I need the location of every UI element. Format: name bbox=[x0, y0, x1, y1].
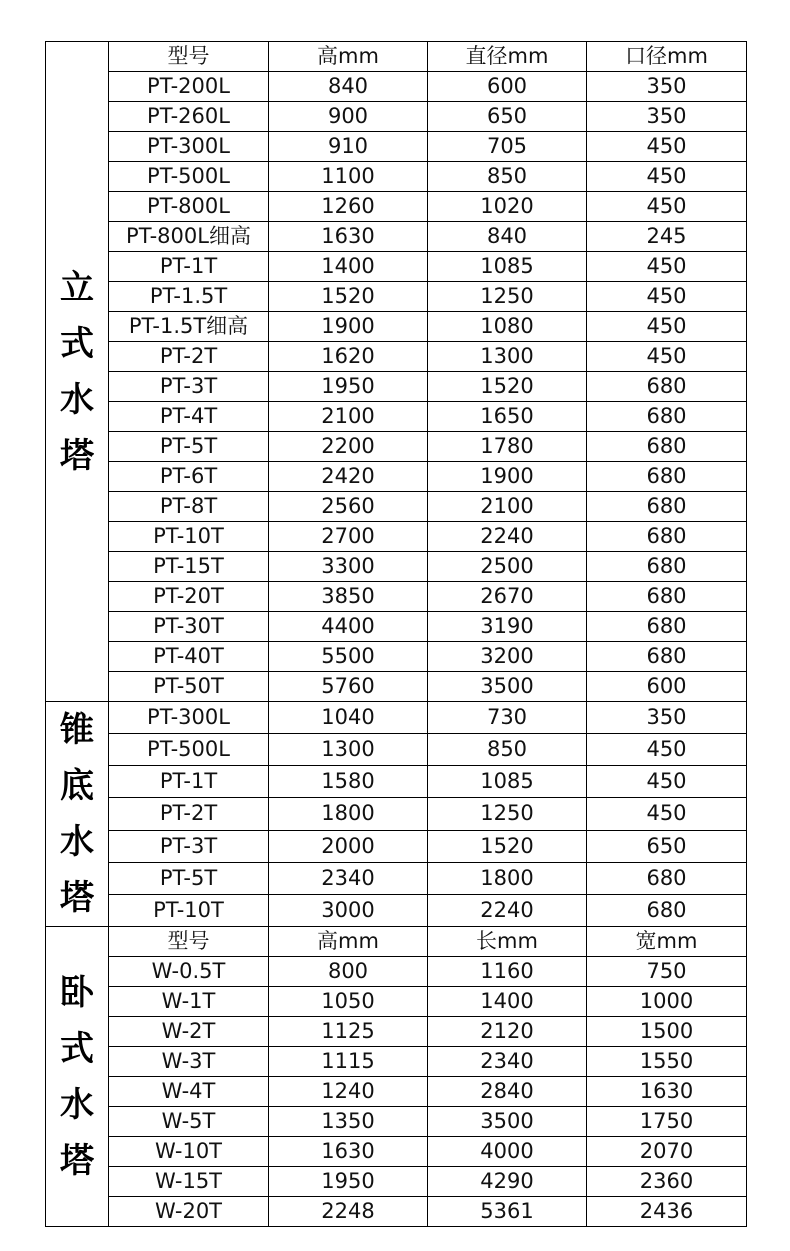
column-header: 型号 bbox=[109, 927, 269, 957]
table-cell: 680 bbox=[587, 402, 747, 432]
table-cell: 350 bbox=[587, 72, 747, 102]
table-cell: W-2T bbox=[109, 1017, 269, 1047]
group-label-char: 水 bbox=[60, 1084, 94, 1125]
table-cell: 1400 bbox=[269, 252, 428, 282]
table-row bbox=[46, 734, 747, 766]
table-cell: PT-300L bbox=[109, 132, 269, 162]
table-cell: W-3T bbox=[109, 1047, 269, 1077]
table-cell: 1650 bbox=[428, 402, 587, 432]
table-cell: 4400 bbox=[269, 612, 428, 642]
table-cell: 680 bbox=[587, 372, 747, 402]
table-row bbox=[46, 402, 747, 432]
table-cell: 1630 bbox=[587, 1077, 747, 1107]
table-cell: 1900 bbox=[428, 462, 587, 492]
table-row bbox=[46, 1077, 747, 1107]
table-cell: PT-1T bbox=[109, 252, 269, 282]
table-cell: 4290 bbox=[428, 1167, 587, 1197]
table-row bbox=[46, 1017, 747, 1047]
table-cell: 3190 bbox=[428, 612, 587, 642]
table-cell: 1780 bbox=[428, 432, 587, 462]
table-cell: PT-200L bbox=[109, 72, 269, 102]
table-row bbox=[46, 1137, 747, 1167]
table-cell: 680 bbox=[587, 462, 747, 492]
table-cell: 450 bbox=[587, 798, 747, 830]
table-cell: 450 bbox=[587, 132, 747, 162]
group-label-char: 水 bbox=[60, 822, 94, 862]
table-cell: PT-800L细高 bbox=[109, 222, 269, 252]
table-cell: PT-800L bbox=[109, 192, 269, 222]
vertical-tower-group bbox=[46, 42, 109, 702]
table-cell: 1260 bbox=[269, 192, 428, 222]
table-cell: 1050 bbox=[269, 987, 428, 1017]
table-cell: W-5T bbox=[109, 1107, 269, 1137]
table-cell: 1580 bbox=[269, 766, 428, 798]
table-cell: 680 bbox=[587, 862, 747, 894]
group-label-char: 塔 bbox=[60, 878, 94, 918]
table-cell: 1250 bbox=[428, 282, 587, 312]
table-cell: W-15T bbox=[109, 1167, 269, 1197]
table-row bbox=[46, 162, 747, 192]
column-header: 口径mm bbox=[587, 42, 747, 72]
table-cell: 2200 bbox=[269, 432, 428, 462]
table-cell: 680 bbox=[587, 612, 747, 642]
table-cell: 3200 bbox=[428, 642, 587, 672]
table-cell: 1125 bbox=[269, 1017, 428, 1047]
table-cell: W-0.5T bbox=[109, 957, 269, 987]
table-cell: 1240 bbox=[269, 1077, 428, 1107]
table-cell: 1100 bbox=[269, 162, 428, 192]
table-cell: 2840 bbox=[428, 1077, 587, 1107]
table-row bbox=[46, 132, 747, 162]
table-row bbox=[46, 1197, 747, 1227]
table-row bbox=[46, 552, 747, 582]
group-label-char: 塔 bbox=[60, 435, 94, 476]
table-row bbox=[46, 894, 747, 926]
table-cell: 910 bbox=[269, 132, 428, 162]
table-cell: 450 bbox=[587, 162, 747, 192]
table-cell: 900 bbox=[269, 102, 428, 132]
table-cell: 450 bbox=[587, 192, 747, 222]
table-cell: PT-500L bbox=[109, 162, 269, 192]
table-cell: 1000 bbox=[587, 987, 747, 1017]
table-cell: 730 bbox=[428, 702, 587, 734]
table-cell: 800 bbox=[269, 957, 428, 987]
table-cell: 450 bbox=[587, 312, 747, 342]
table-header-row bbox=[46, 927, 747, 957]
table-cell: PT-3T bbox=[109, 372, 269, 402]
group-label-char: 立 bbox=[60, 267, 94, 308]
water-tower-spec-table bbox=[45, 41, 747, 1227]
group-label-char: 式 bbox=[60, 1028, 94, 1069]
table-row bbox=[46, 252, 747, 282]
table-row bbox=[46, 342, 747, 372]
table-cell: PT-1.5T细高 bbox=[109, 312, 269, 342]
table-cell: 450 bbox=[587, 342, 747, 372]
table-row bbox=[46, 192, 747, 222]
table-row bbox=[46, 312, 747, 342]
table-row bbox=[46, 282, 747, 312]
table-cell: 600 bbox=[587, 672, 747, 702]
table-cell: 680 bbox=[587, 552, 747, 582]
table-cell: PT-10T bbox=[109, 894, 269, 926]
table-row bbox=[46, 102, 747, 132]
table-row bbox=[46, 372, 747, 402]
table-cell: 1520 bbox=[428, 830, 587, 862]
table-cell: 680 bbox=[587, 492, 747, 522]
table-cell: 3300 bbox=[269, 552, 428, 582]
table-cell: 1160 bbox=[428, 957, 587, 987]
column-header: 长mm bbox=[428, 927, 587, 957]
table-cell: 2436 bbox=[587, 1197, 747, 1227]
table-cell: 450 bbox=[587, 282, 747, 312]
table-cell: 2670 bbox=[428, 582, 587, 612]
table-cell: W-20T bbox=[109, 1197, 269, 1227]
table-cell: 1900 bbox=[269, 312, 428, 342]
table-cell: PT-300L bbox=[109, 702, 269, 734]
table-row bbox=[46, 612, 747, 642]
table-row bbox=[46, 957, 747, 987]
table-row bbox=[46, 766, 747, 798]
table-cell: 1400 bbox=[428, 987, 587, 1017]
table-cell: 680 bbox=[587, 582, 747, 612]
table-row bbox=[46, 830, 747, 862]
column-header: 宽mm bbox=[587, 927, 747, 957]
table-cell: 2560 bbox=[269, 492, 428, 522]
group-label-char: 水 bbox=[60, 379, 94, 420]
table-cell: PT-1T bbox=[109, 766, 269, 798]
table-cell: 1350 bbox=[269, 1107, 428, 1137]
table-row bbox=[46, 702, 747, 734]
table-cell: 3500 bbox=[428, 672, 587, 702]
table-cell: 680 bbox=[587, 432, 747, 462]
table-cell: W-1T bbox=[109, 987, 269, 1017]
table-cell: PT-15T bbox=[109, 552, 269, 582]
table-row bbox=[46, 987, 747, 1017]
table-cell: PT-5T bbox=[109, 862, 269, 894]
table-header-row bbox=[46, 42, 747, 72]
column-header: 型号 bbox=[109, 42, 269, 72]
table-cell: PT-8T bbox=[109, 492, 269, 522]
table-cell: 2240 bbox=[428, 522, 587, 552]
table-cell: 2000 bbox=[269, 830, 428, 862]
table-cell: 1115 bbox=[269, 1047, 428, 1077]
table-cell: 2500 bbox=[428, 552, 587, 582]
table-cell: 1250 bbox=[428, 798, 587, 830]
group-label-char: 卧 bbox=[60, 972, 94, 1013]
spec-table-body bbox=[46, 42, 747, 1227]
table-cell: 2360 bbox=[587, 1167, 747, 1197]
table-cell: PT-5T bbox=[109, 432, 269, 462]
table-cell: 1300 bbox=[428, 342, 587, 372]
table-cell: 1500 bbox=[587, 1017, 747, 1047]
table-cell: 3850 bbox=[269, 582, 428, 612]
table-cell: 850 bbox=[428, 162, 587, 192]
table-row bbox=[46, 492, 747, 522]
table-cell: 1950 bbox=[269, 372, 428, 402]
table-cell: 2120 bbox=[428, 1017, 587, 1047]
group-label-char: 底 bbox=[60, 766, 94, 806]
table-row bbox=[46, 72, 747, 102]
table-cell: 840 bbox=[428, 222, 587, 252]
table-cell: 680 bbox=[587, 894, 747, 926]
table-cell: 850 bbox=[428, 734, 587, 766]
table-cell: 2100 bbox=[269, 402, 428, 432]
horizontal-tower-group bbox=[46, 927, 109, 1227]
table-cell: 3500 bbox=[428, 1107, 587, 1137]
table-cell: PT-1.5T bbox=[109, 282, 269, 312]
table-row bbox=[46, 1107, 747, 1137]
table-cell: 5760 bbox=[269, 672, 428, 702]
table-cell: 2340 bbox=[269, 862, 428, 894]
table-cell: 2700 bbox=[269, 522, 428, 552]
table-cell: 680 bbox=[587, 642, 747, 672]
table-cell: PT-260L bbox=[109, 102, 269, 132]
table-cell: PT-6T bbox=[109, 462, 269, 492]
table-cell: 650 bbox=[428, 102, 587, 132]
table-cell: 1630 bbox=[269, 1137, 428, 1167]
table-cell: 1800 bbox=[269, 798, 428, 830]
table-cell: 1630 bbox=[269, 222, 428, 252]
table-cell: 2248 bbox=[269, 1197, 428, 1227]
table-cell: 1040 bbox=[269, 702, 428, 734]
table-cell: PT-40T bbox=[109, 642, 269, 672]
table-cell: 350 bbox=[587, 102, 747, 132]
table-cell: 450 bbox=[587, 734, 747, 766]
table-cell: PT-3T bbox=[109, 830, 269, 862]
table-cell: 1085 bbox=[428, 766, 587, 798]
table-cell: PT-20T bbox=[109, 582, 269, 612]
table-row bbox=[46, 522, 747, 552]
table-cell: PT-50T bbox=[109, 672, 269, 702]
table-row bbox=[46, 642, 747, 672]
table-cell: 2070 bbox=[587, 1137, 747, 1167]
table-cell: 1620 bbox=[269, 342, 428, 372]
group-label-char: 式 bbox=[60, 323, 94, 364]
group-label-char: 锥 bbox=[60, 710, 94, 750]
table-cell: 3000 bbox=[269, 894, 428, 926]
column-header: 高mm bbox=[269, 42, 428, 72]
table-row bbox=[46, 862, 747, 894]
cone-bottom-tower-group bbox=[46, 702, 109, 927]
table-cell: 680 bbox=[587, 522, 747, 552]
table-cell: 650 bbox=[587, 830, 747, 862]
table-cell: 2100 bbox=[428, 492, 587, 522]
table-cell: PT-10T bbox=[109, 522, 269, 552]
table-cell: 1520 bbox=[428, 372, 587, 402]
table-cell: 2340 bbox=[428, 1047, 587, 1077]
table-cell: 2420 bbox=[269, 462, 428, 492]
table-cell: 1300 bbox=[269, 734, 428, 766]
table-cell: 1800 bbox=[428, 862, 587, 894]
table-cell: PT-2T bbox=[109, 342, 269, 372]
table-cell: 1750 bbox=[587, 1107, 747, 1137]
table-cell: 450 bbox=[587, 252, 747, 282]
table-cell: 245 bbox=[587, 222, 747, 252]
table-cell: 2240 bbox=[428, 894, 587, 926]
table-cell: W-10T bbox=[109, 1137, 269, 1167]
table-cell: 5500 bbox=[269, 642, 428, 672]
table-row bbox=[46, 672, 747, 702]
table-cell: PT-4T bbox=[109, 402, 269, 432]
table-cell: 350 bbox=[587, 702, 747, 734]
table-cell: 5361 bbox=[428, 1197, 587, 1227]
table-cell: 4000 bbox=[428, 1137, 587, 1167]
table-cell: 450 bbox=[587, 766, 747, 798]
group-label-char: 塔 bbox=[60, 1140, 94, 1181]
table-cell: PT-30T bbox=[109, 612, 269, 642]
table-cell: 1550 bbox=[587, 1047, 747, 1077]
table-row bbox=[46, 462, 747, 492]
table-cell: 840 bbox=[269, 72, 428, 102]
table-cell: W-4T bbox=[109, 1077, 269, 1107]
table-cell: 1085 bbox=[428, 252, 587, 282]
table-cell: 1950 bbox=[269, 1167, 428, 1197]
table-row bbox=[46, 1167, 747, 1197]
table-cell: 705 bbox=[428, 132, 587, 162]
column-header: 直径mm bbox=[428, 42, 587, 72]
table-cell: 600 bbox=[428, 72, 587, 102]
table-cell: 1520 bbox=[269, 282, 428, 312]
table-cell: 1080 bbox=[428, 312, 587, 342]
table-cell: PT-500L bbox=[109, 734, 269, 766]
table-row bbox=[46, 432, 747, 462]
table-cell: 750 bbox=[587, 957, 747, 987]
table-row bbox=[46, 222, 747, 252]
table-cell: PT-2T bbox=[109, 798, 269, 830]
table-row bbox=[46, 1047, 747, 1077]
column-header: 高mm bbox=[269, 927, 428, 957]
table-row bbox=[46, 582, 747, 612]
table-row bbox=[46, 798, 747, 830]
table-cell: 1020 bbox=[428, 192, 587, 222]
